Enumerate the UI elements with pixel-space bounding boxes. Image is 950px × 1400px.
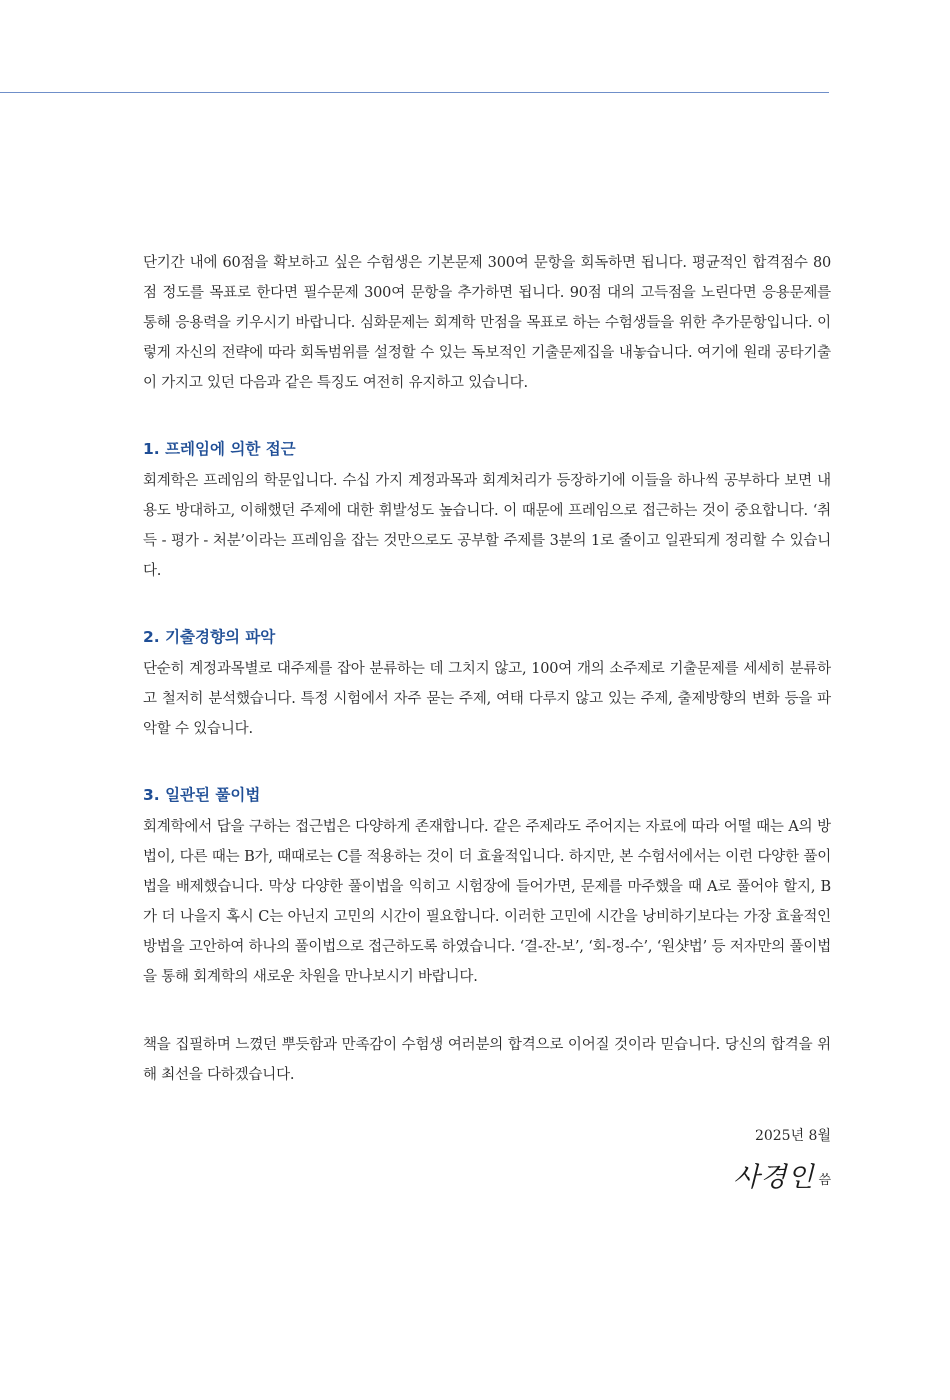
header-rule xyxy=(0,92,829,93)
signature-block xyxy=(143,1158,831,1201)
section-body: 회계학은 프레임의 학문입니다. 수십 가지 계정과목과 회계처리가 등장하기에 이들을 하나씩 공부하다 보면 내용도 방대하고, 이해했던 주제에 대한 휘발성도 높습니다. 이 때문에 프레임으로 접근하는 것이 중요합니다. ‘취득 - 평가 - 처분’이라는 프레임을 잡는 것만으로도 공부할 주제를 3분의 1로 줄이고 일관되게 정리할 수 있습니다. xyxy=(143,473,831,579)
section-title: 2. 기출경향의 파악 xyxy=(143,628,276,646)
intro-paragraph: 단기간 내에 60점을 확보하고 싶은 수험생은 기본문제 300여 문항을 회독하면 됩니다. 평균적인 합격점수 80점 정도를 목표로 한다면 필수문제 300여 문항을 추가하면 됩니다. 90점 대의 고득점을 노린다면 응용문제를 통해 응용력을 키우시기 바랍니다. 심화문제는 회계학 만점을 목표로 하는 수험생들을 위한 추가문항입니다. 이렇게 자신의 전략에 따라 회독범위를 설정할 수 있는 독보적인 기출문제집을 내놓습니다. 여기에 원래 공타기출이 가지고 있던 다음과 같은 특징도 여전히 유지하고 있습니다. xyxy=(143,255,831,391)
preface-body xyxy=(143,248,831,1201)
date-line: 2025년 8월 xyxy=(754,1128,831,1144)
section-exam-trends xyxy=(143,624,831,744)
closing-paragraph: 책을 집필하며 느꼈던 뿌듯함과 만족감이 수험생 여러분의 합격으로 이어질 것이라 믿습니다. 당신의 합격을 위해 최선을 다하겠습니다. xyxy=(143,1037,831,1083)
section-title: 1. 프레임에 의한 접근 xyxy=(143,440,296,458)
author-signature: 사경인 xyxy=(733,1162,815,1193)
section-title: 3. 일관된 풀이법 xyxy=(143,786,261,804)
section-body: 단순히 계정과목별로 대주제를 잡아 분류하는 데 그치지 않고, 100여 개의 소주제로 기출문제를 세세히 분류하고 철저히 분석했습니다. 특정 시험에서 자주 묻는 주제, 여태 다루지 않고 있는 주제, 출제방향의 변화 등을 파악할 수 있습니다. xyxy=(143,661,831,737)
signature-suffix: 씀 xyxy=(818,1173,831,1188)
section-consistent-solution xyxy=(143,782,831,992)
section-frame-approach xyxy=(143,436,831,586)
section-body: 회계학에서 답을 구하는 접근법은 다양하게 존재합니다. 같은 주제라도 주어지는 자료에 따라 어떨 때는 A의 방법이, 다른 때는 B가, 때때로는 C를 적용하는 것이 더 효율적입니다. 하지만, 본 수험서에서는 이런 다양한 풀이법을 배제했습니다. 막상 다양한 풀이법을 익히고 시험장에 들어가면, 문제를 마주했을 때 A로 풀어야 할지, B가 더 나을지 혹시 C는 아닌지 고민의 시간이 필요합니다. 이러한 고민에 시간을 낭비하기보다는 가장 효율적인 방법을 고안하여 하나의 풀이법으로 접근하도록 하였습니다. ‘결-잔-보’, ‘회-정-수’, ‘원샷법’ 등 저자만의 풀이법을 통해 회계학의 새로운 차원을 만나보시기 바랍니다. xyxy=(143,819,831,985)
